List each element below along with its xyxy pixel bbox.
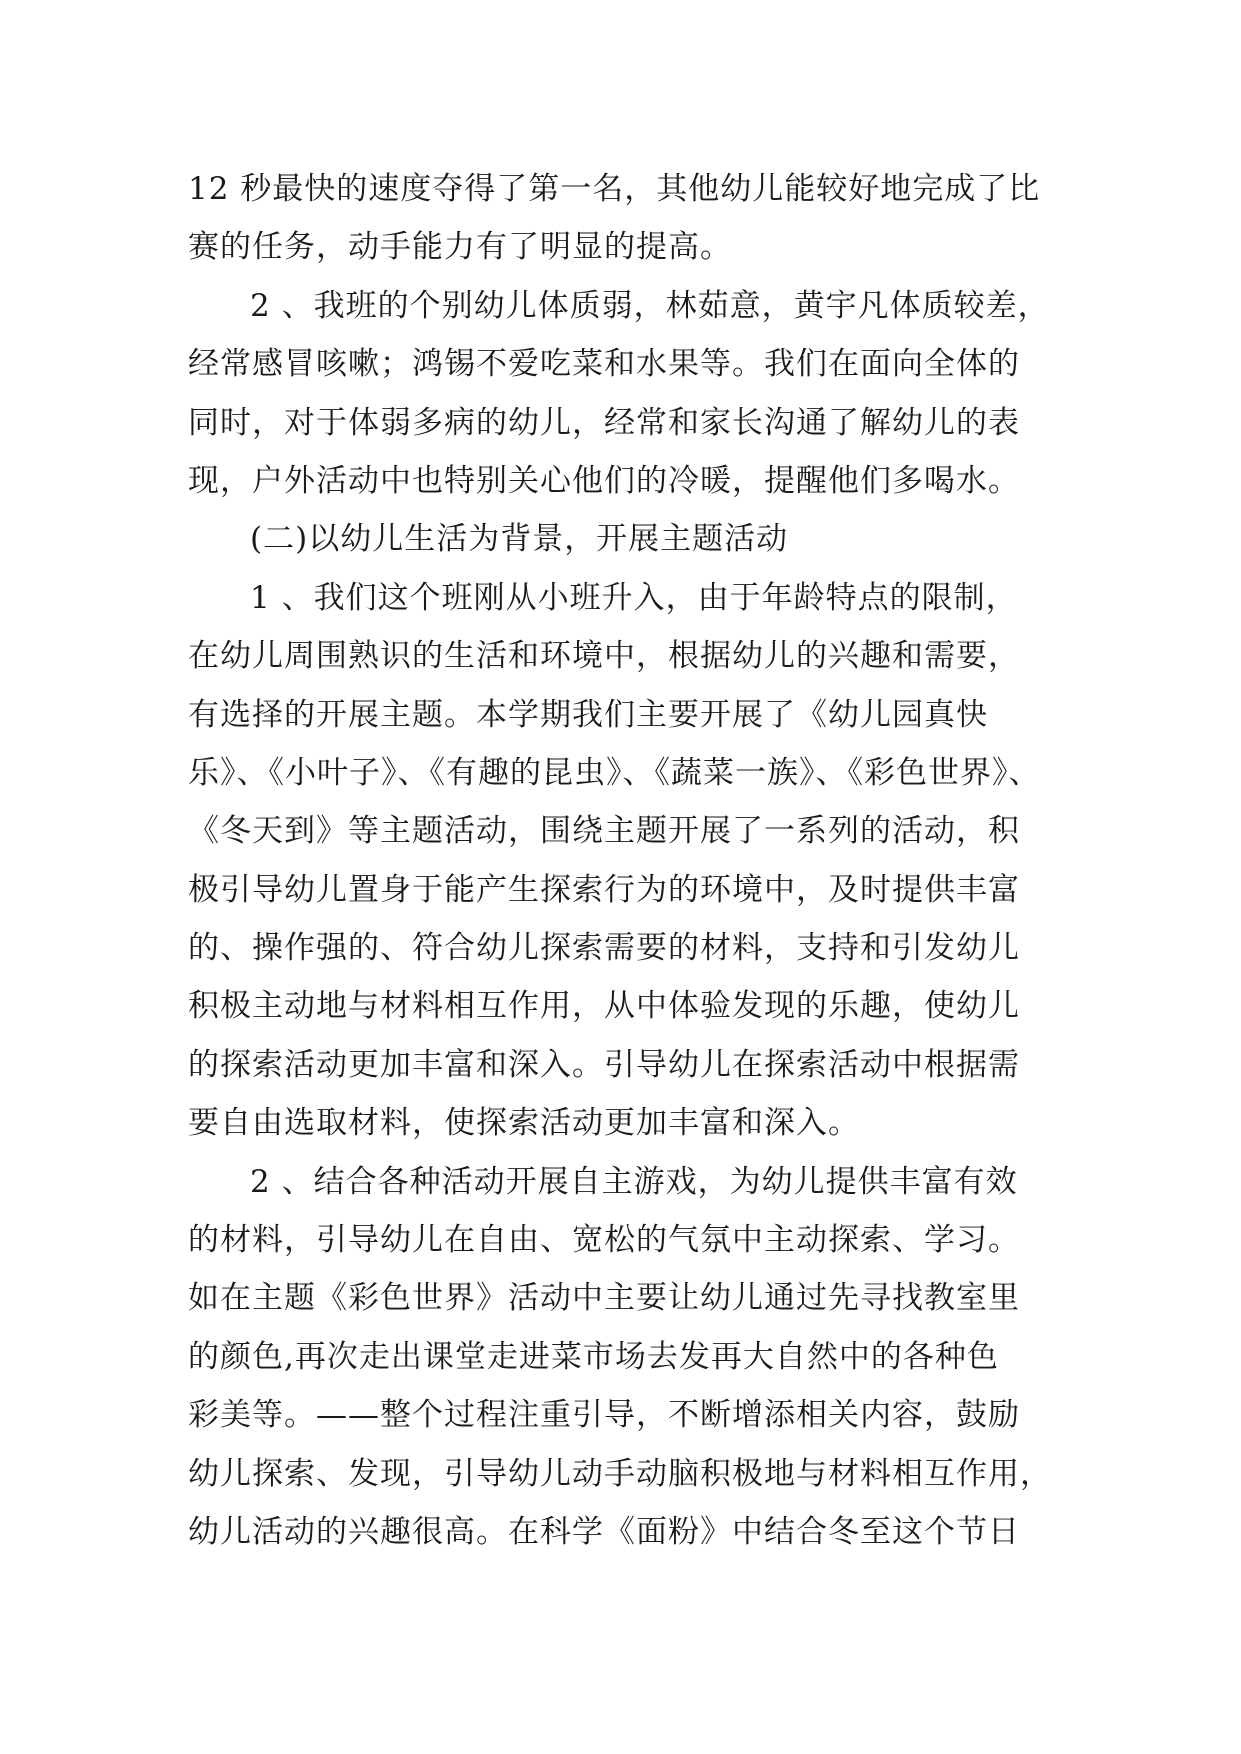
text-line: 幼儿探索、发现，引导幼儿动手动脑积极地与材料相互作用， [188,1455,1052,1492]
text-line: 在幼儿周围熟识的生活和环境中，根据幼儿的兴趣和需要， [188,638,1020,675]
text-line: 的颜色,再次走出课堂走进菜市场去发再大自然中的各种色 [188,1338,999,1375]
text-line: 有选择的开展主题。本学期我们主要开展了《幼儿园真快 [188,696,988,733]
text-line: 积极主动地与材料相互作用，从中体验发现的乐趣，使幼儿 [188,988,1020,1025]
text-line: 赛的任务，动手能力有了明显的提高。 [188,229,732,266]
text-line: 经常感冒咳嗽；鸿锡不爱吃菜和水果等。我们在面向全体的 [188,346,1020,383]
text-line: 幼儿活动的兴趣很高。在科学《面粉》中结合冬至这个节日 [188,1513,1020,1550]
text-line: 要自由选取材料，使探索活动更加丰富和深入。 [188,1105,860,1142]
text-line: 的、操作强的、符合幼儿探索需要的材料，支持和引发幼儿 [188,930,1020,967]
paragraph-first-line: (二)以幼儿生活为背景，开展主题活动 [250,521,789,558]
paragraph-first-line: 2 、我班的个别幼儿体质弱，林茹意，黄宇凡体质较差， [250,287,1050,324]
text-line: 的探索活动更加丰富和深入。引导幼儿在探索活动中根据需 [188,1046,1020,1083]
text-line: 彩美等。——整个过程注重引导，不断增添相关内容，鼓励 [188,1397,1020,1434]
paragraph-first-line: 2 、结合各种活动开展自主游戏，为幼儿提供丰富有效 [250,1163,1018,1200]
paragraph-first-line: 1 、我们这个班刚从小班升入，由于年龄特点的限制， [250,579,1018,616]
text-line: 极引导幼儿置身于能产生探索行为的环境中，及时提供丰富 [188,871,1020,908]
text-line: 12 秒最快的速度夺得了第一名，其他幼儿能较好地完成了比 [188,171,1041,207]
text-line: 同时，对于体弱多病的幼儿，经常和家长沟通了解幼儿的表 [188,404,1020,441]
text-line: 乐》、《小叶子》、《有趣的昆虫》、《蔬菜一族》、《彩色世界》、 [188,754,1041,791]
body-text [188,160,1068,1561]
text-line: 现，户外活动中也特别关心他们的冷暖，提醒他们多喝水。 [188,462,1020,499]
text-line: 如在主题《彩色世界》活动中主要让幼儿通过先寻找教室里 [188,1280,1020,1317]
text-line: 的材料，引导幼儿在自由、宽松的气氛中主动探索、学习。 [188,1222,1020,1259]
text-line: 《冬天到》等主题活动，围绕主题开展了一系列的活动，积 [188,813,1020,850]
